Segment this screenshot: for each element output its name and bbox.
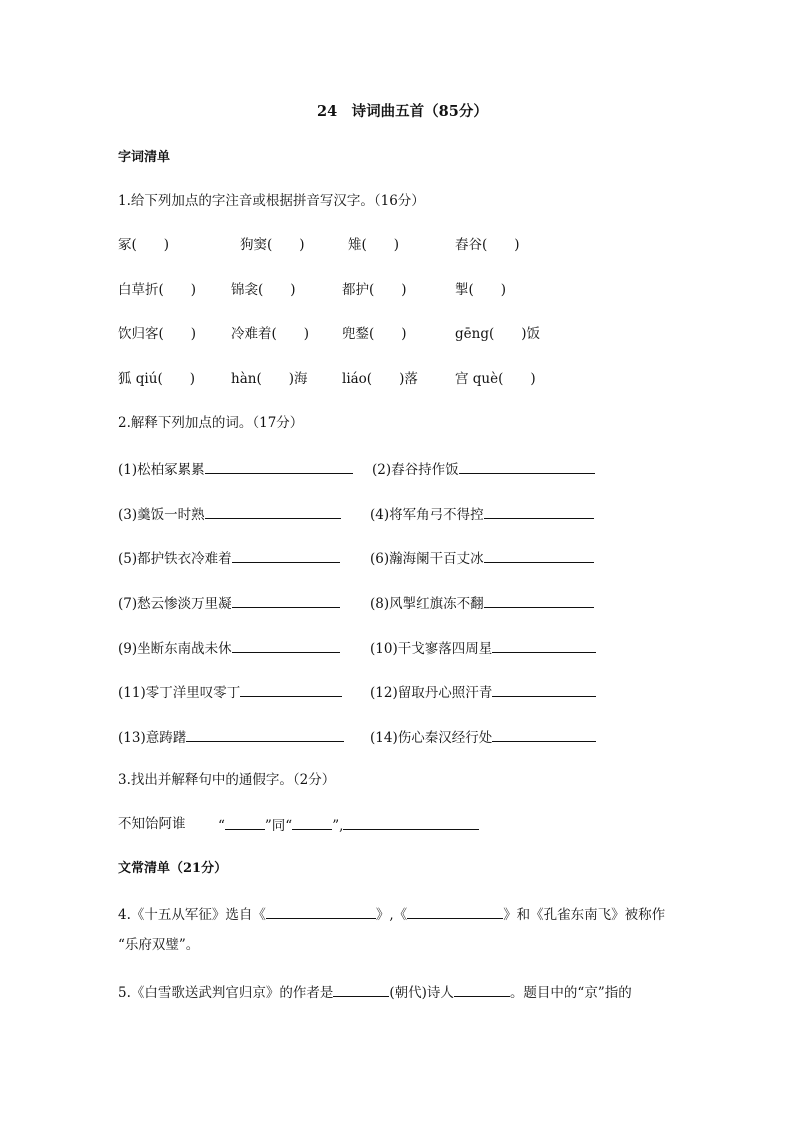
q1-item: 饮归客( ) <box>118 326 197 342</box>
q2-item-label: (6)瀚海阑干百丈冰 <box>370 551 484 567</box>
q3-quote-open: “ <box>218 818 225 834</box>
q2-row <box>370 594 594 612</box>
q1-item: 锦衾( ) <box>231 282 296 298</box>
q2-row <box>118 460 353 478</box>
q1-item: liáo( )落 <box>342 371 418 387</box>
answer-blank[interactable] <box>232 594 340 608</box>
q3-answer-row <box>218 816 479 834</box>
answer-blank[interactable] <box>225 816 265 830</box>
q5-part3: 。题目中的“京”指的 <box>509 985 632 1001</box>
q2-row <box>118 594 340 612</box>
q1-item: hàn( )海 <box>231 371 308 387</box>
q1-item: 白草折( ) <box>118 282 197 298</box>
q4-part3: 》和《孔雀东南飞》被称作 <box>503 907 666 923</box>
answer-blank[interactable] <box>484 594 594 608</box>
q1-item: gēng( )饭 <box>455 326 541 342</box>
q2-item-label: (14)伤心秦汉经行处 <box>370 730 493 746</box>
q1-item: 雉( ) <box>348 237 400 253</box>
answer-blank[interactable] <box>240 683 342 697</box>
q4-part2: 》,《 <box>375 907 408 923</box>
q2-item-label: (10)干戈寥落四周星 <box>370 641 493 657</box>
answer-blank[interactable] <box>454 983 510 997</box>
q2-item-label: (1)松柏冢累累 <box>118 462 205 478</box>
q2-row <box>370 549 594 567</box>
page-title: 24 诗词曲五首（85分） <box>317 103 488 120</box>
q3-sentence: 不知饴阿谁 <box>118 816 186 832</box>
q4-line <box>118 905 665 923</box>
section-heading-literature: 文常清单（21分） <box>118 861 228 876</box>
question-1-stem: 1.给下列加点的字注音或根据拼音写汉字。（16分） <box>118 193 425 209</box>
q2-item-label: (11)零丁洋里叹零丁 <box>118 685 241 701</box>
q2-row <box>370 639 596 657</box>
answer-blank[interactable] <box>205 460 353 474</box>
q2-item-label: (3)羹饭一时熟 <box>118 507 205 523</box>
answer-blank[interactable] <box>407 905 503 919</box>
answer-blank[interactable] <box>232 549 340 563</box>
answer-blank[interactable] <box>232 639 340 653</box>
answer-blank[interactable] <box>492 639 596 653</box>
q2-row <box>370 728 596 746</box>
q2-row <box>118 683 342 701</box>
q1-item: 狐 qiú( ) <box>118 371 195 387</box>
q4-part1: 4.《十五从军征》选自《 <box>118 907 266 923</box>
answer-blank[interactable] <box>266 905 376 919</box>
answer-blank[interactable] <box>343 816 479 830</box>
q2-row <box>372 460 595 478</box>
answer-blank[interactable] <box>492 728 596 742</box>
answer-blank[interactable] <box>333 983 389 997</box>
q2-row <box>118 728 344 746</box>
q1-item: 宫 què( ) <box>455 371 536 387</box>
answer-blank[interactable] <box>492 683 596 697</box>
q1-item: 冷难着( ) <box>231 326 310 342</box>
q2-item-label: (7)愁云惨淡万里凝 <box>118 596 232 612</box>
q3-same: ”同“ <box>264 818 293 834</box>
answer-blank[interactable] <box>292 816 332 830</box>
answer-blank[interactable] <box>484 505 594 519</box>
q4-line2: “乐府双璧”。 <box>118 937 200 953</box>
q3-quote-close: ”, <box>332 818 344 834</box>
answer-blank[interactable] <box>459 460 595 474</box>
answer-blank[interactable] <box>186 728 344 742</box>
q1-item: 掣( ) <box>455 282 507 298</box>
q2-item-label: (2)舂谷持作饭 <box>372 462 459 478</box>
q2-item-label: (8)风掣红旗冻不翻 <box>370 596 484 612</box>
answer-blank[interactable] <box>205 505 341 519</box>
q1-item: 狗窦( ) <box>240 237 305 253</box>
q2-row <box>118 639 340 657</box>
q2-row <box>118 505 341 523</box>
q1-item: 冢( ) <box>118 237 170 253</box>
q2-row <box>118 549 340 567</box>
q2-row <box>370 683 596 701</box>
q2-row <box>370 505 594 523</box>
q5-part1: 5.《白雪歌送武判官归京》的作者是 <box>118 985 334 1001</box>
q1-item: 舂谷( ) <box>455 237 520 253</box>
question-3-stem: 3.找出并解释句中的通假字。（2分） <box>118 772 336 788</box>
q2-item-label: (12)留取丹心照汗青 <box>370 685 493 701</box>
q1-item: 都护( ) <box>342 282 407 298</box>
answer-blank[interactable] <box>484 549 594 563</box>
q5-line <box>118 983 632 1001</box>
section-heading-vocab: 字词清单 <box>118 150 171 165</box>
question-2-stem: 2.解释下列加点的词。（17分） <box>118 415 304 431</box>
q2-item-label: (5)都护铁衣冷难着 <box>118 551 232 567</box>
q2-item-label: (13)意踌躇 <box>118 730 187 746</box>
q2-item-label: (4)将军角弓不得控 <box>370 507 484 523</box>
q5-part2: (朝代)诗人 <box>389 985 454 1001</box>
q2-item-label: (9)坐断东南战未休 <box>118 641 232 657</box>
q1-item: 兜鍪( ) <box>342 326 407 342</box>
